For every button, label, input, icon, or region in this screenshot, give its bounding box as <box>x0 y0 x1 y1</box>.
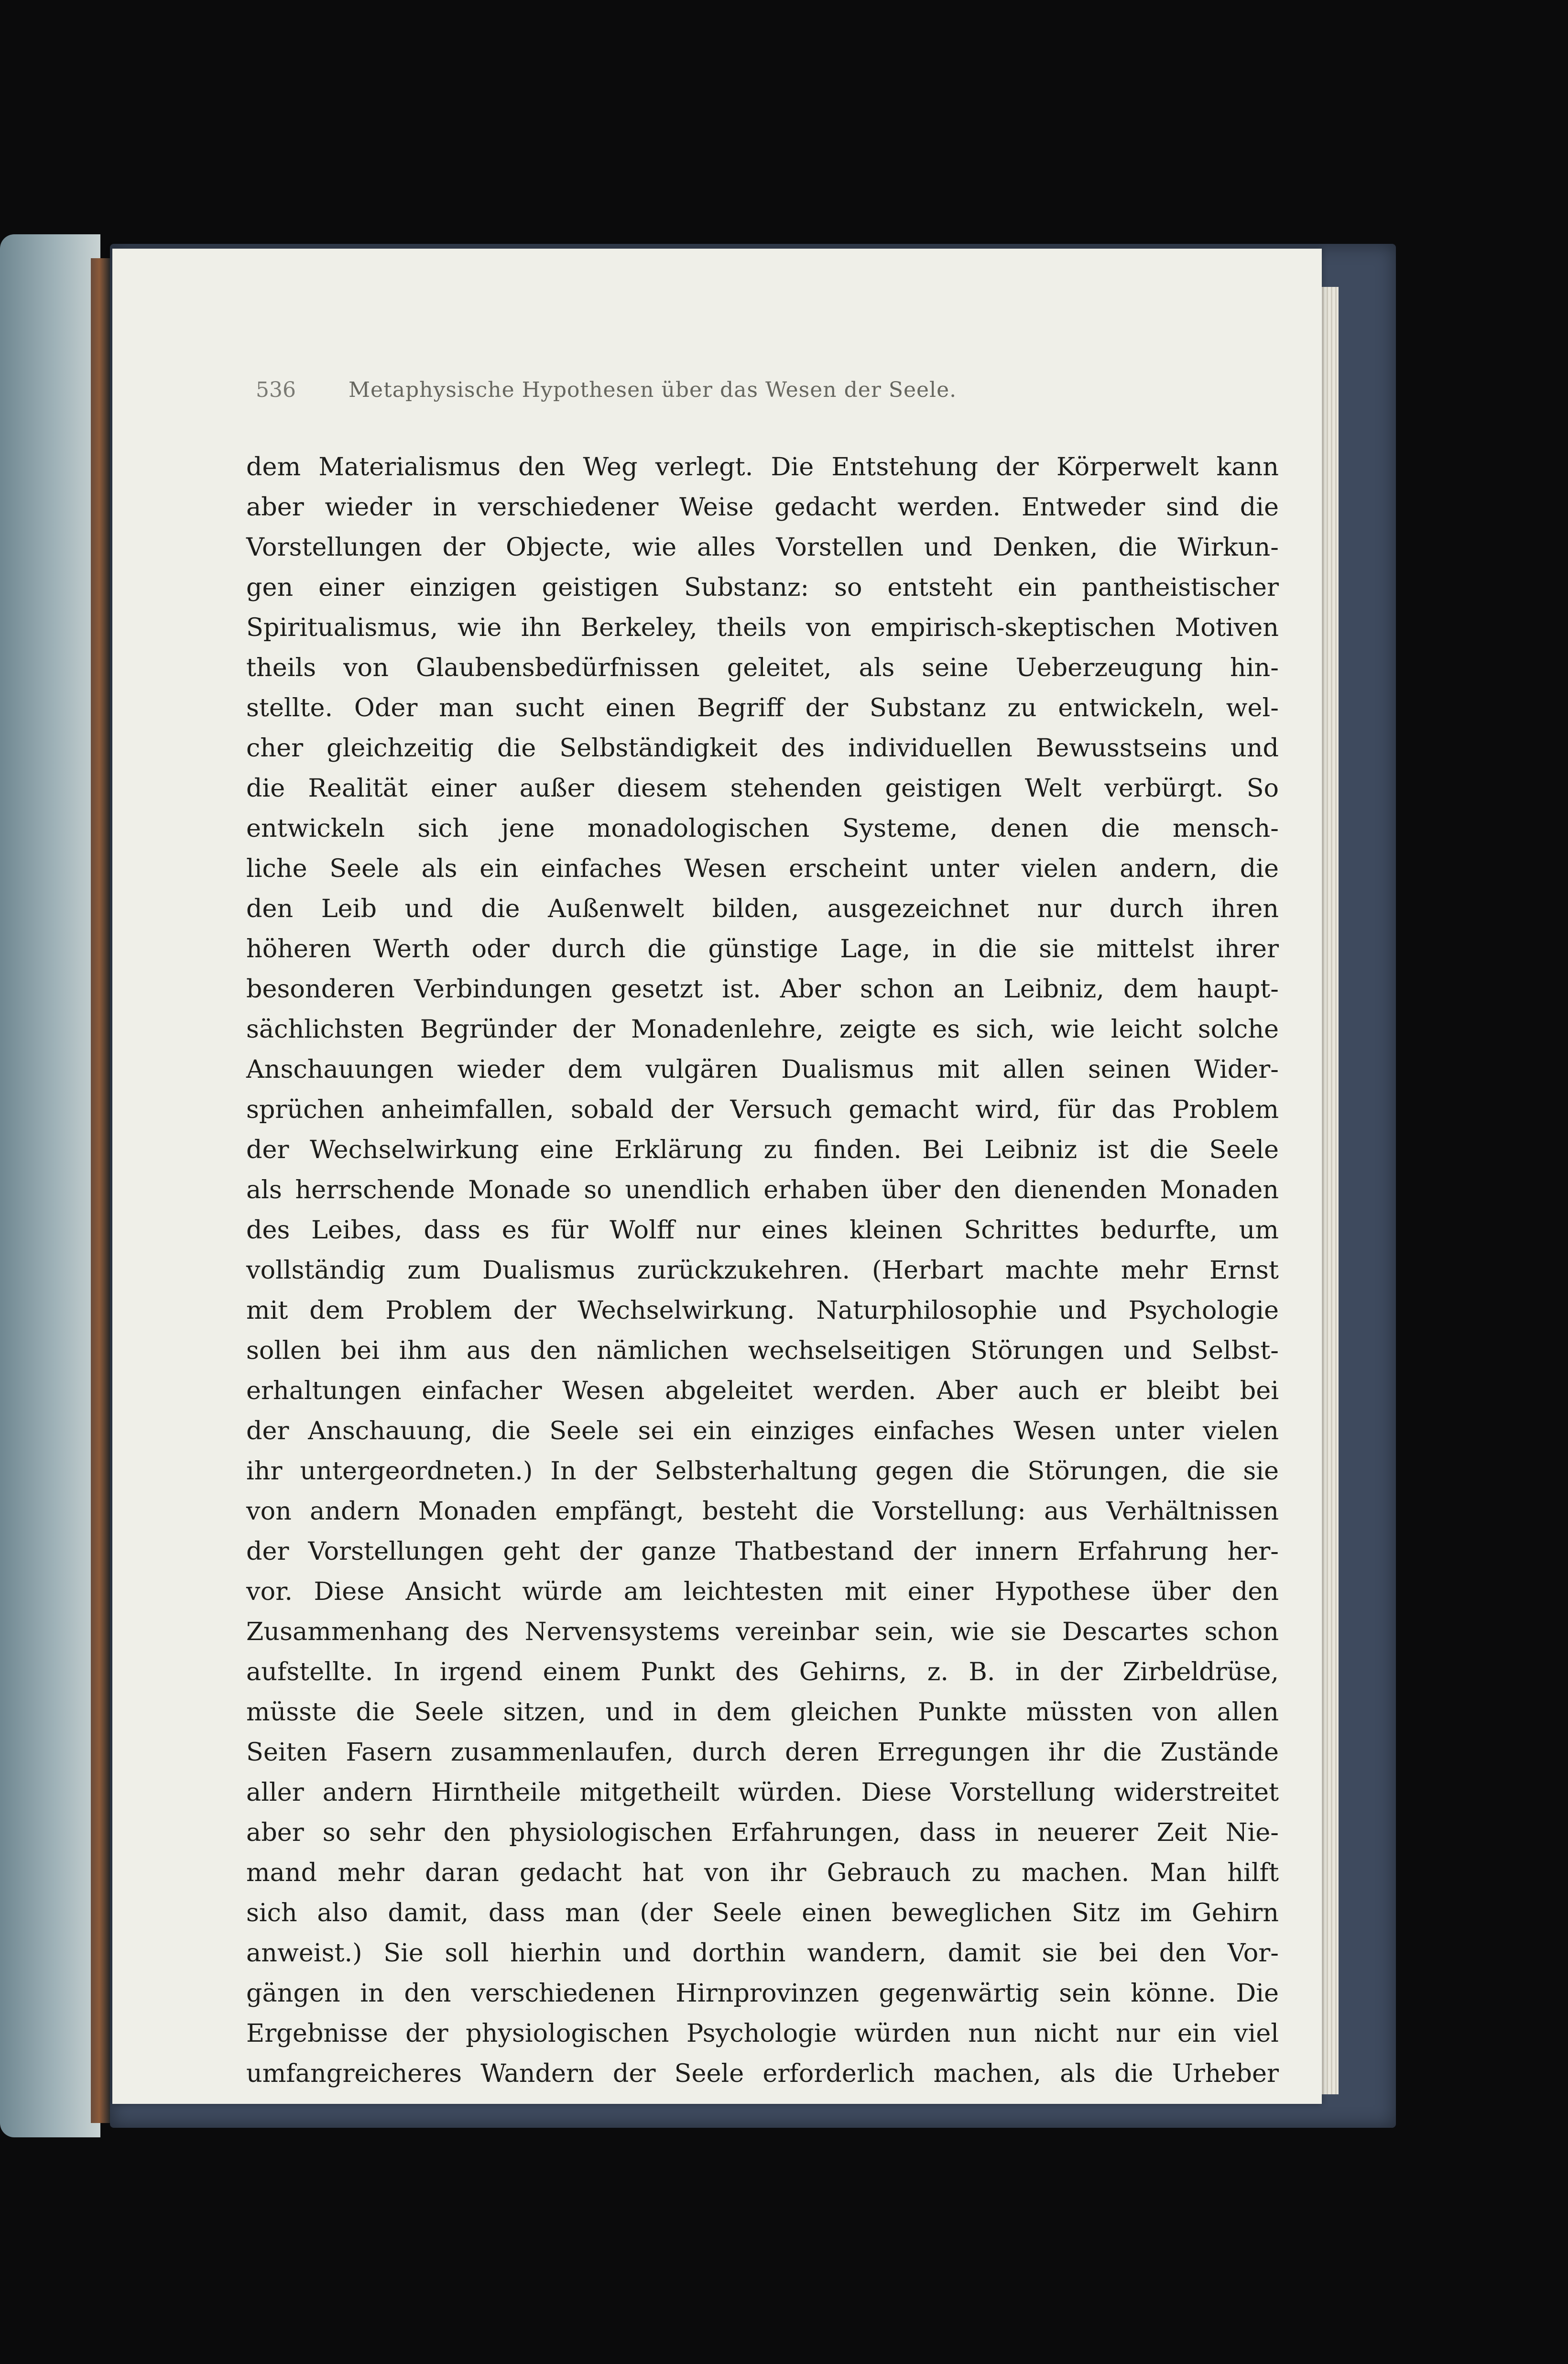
page-number: 536 <box>256 378 296 402</box>
text-line: besonderen Verbindungen gesetzt ist. Aber schon an Leibniz, dem haupt- <box>246 974 1279 1004</box>
text-line: vor. Diese Ansicht würde am leichtesten mit einer Hypothese über den <box>246 1577 1279 1606</box>
text-line: von andern Monaden empfängt, besteht die Vorstellung: aus Verhältnissen <box>246 1497 1279 1526</box>
text-line: gängen in den verschiedenen Hirnprovinzen gegenwärtig sein könne. Die <box>246 1979 1279 2008</box>
text-line: anweist.) Sie soll hierhin und dorthin wandern, damit sie bei den Vor- <box>246 1938 1279 1968</box>
text-line: Spiritualismus, wie ihn Berkeley, theils von empirisch-skeptischen Motiven <box>246 613 1279 642</box>
text-line: aufstellte. In irgend einem Punkt des Gehirns, z. B. in der Zirbeldrüse, <box>246 1657 1279 1686</box>
text-line: dem Materialismus den Weg verlegt. Die Entstehung der Körperwelt kann <box>246 452 1279 482</box>
running-head: Metaphysische Hypothesen über das Wesen der Seele. <box>348 378 957 402</box>
text-line: sächlichsten Begründer der Monadenlehre, zeigte es sich, wie leicht solche <box>246 1015 1279 1044</box>
text-line: Vorstellungen der Objecte, wie alles Vorstellen und Denken, die Wirkun- <box>246 533 1279 562</box>
text-line: Seiten Fasern zusammenlaufen, durch deren Erregungen ihr die Zustände <box>246 1738 1279 1767</box>
text-line: höheren Werth oder durch die günstige Lage, in die sie mittelst ihrer <box>246 934 1279 963</box>
text-line: mand mehr daran gedacht hat von ihr Gebrauch zu machen. Man hilft <box>246 1858 1279 1887</box>
text-line: stellte. Oder man sucht einen Begriff der Substanz zu entwickeln, wel- <box>246 693 1279 722</box>
text-line: der Wechselwirkung eine Erklärung zu finden. Bei Leibniz ist die Seele <box>246 1135 1279 1164</box>
text-line: theils von Glaubensbedürfnissen geleitet, als seine Ueberzeugung hin- <box>246 653 1279 682</box>
text-line: erhaltungen einfacher Wesen abgeleitet werden. Aber auch er bleibt bei <box>246 1376 1279 1405</box>
text-line: als herrschende Monade so unendlich erhaben über den dienenden Monaden <box>246 1175 1279 1204</box>
text-line: umfangreicheres Wandern der Seele erforderlich machen, als die Urheber <box>246 2059 1279 2088</box>
text-line: den Leib und die Außenwelt bilden, ausgezeichnet nur durch ihren <box>246 894 1279 923</box>
text-line: entwickeln sich jene monadologischen Systeme, denen die mensch- <box>246 814 1279 843</box>
book-page <box>112 249 1322 2104</box>
text-line: cher gleichzeitig die Selbständigkeit des individuellen Bewusstseins und <box>246 733 1279 763</box>
text-line: sollen bei ihm aus den nämlichen wechselseitigen Störungen und Selbst- <box>246 1336 1279 1365</box>
left-page-gutter <box>91 258 110 2123</box>
left-facing-page <box>0 234 100 2137</box>
text-line: Anschauungen wieder dem vulgären Dualismus mit allen seinen Wider- <box>246 1055 1279 1084</box>
text-line: der Vorstellungen geht der ganze Thatbestand der innern Erfahrung her- <box>246 1537 1279 1566</box>
text-line: des Leibes, dass es für Wolff nur eines kleinen Schrittes bedurfte, um <box>246 1215 1279 1245</box>
body-text <box>246 447 1279 2094</box>
text-line: der Anschauung, die Seele sei ein einziges einfaches Wesen unter vielen <box>246 1416 1279 1445</box>
text-line: sprüchen anheimfallen, sobald der Versuch gemacht wird, für das Problem <box>246 1095 1279 1124</box>
text-line: müsste die Seele sitzen, und in dem gleichen Punkte müssten von allen <box>246 1697 1279 1727</box>
text-line: aber so sehr den physiologischen Erfahrungen, dass in neuerer Zeit Nie- <box>246 1818 1279 1847</box>
text-line: Ergebnisse der physiologischen Psychologie würden nun nicht nur ein viel <box>246 2019 1279 2048</box>
text-line: aller andern Hirntheile mitgetheilt würden. Diese Vorstellung widerstreitet <box>246 1778 1279 1807</box>
text-line: Zusammenhang des Nervensystems vereinbar sein, wie sie Descartes schon <box>246 1617 1279 1646</box>
text-line: sich also damit, dass man (der Seele einen beweglichen Sitz im Gehirn <box>246 1898 1279 1927</box>
text-line: aber wieder in verschiedener Weise gedacht werden. Entweder sind die <box>246 492 1279 522</box>
text-line: gen einer einzigen geistigen Substanz: so entsteht ein pantheistischer <box>246 573 1279 602</box>
page-block-edge <box>1319 287 1339 2094</box>
page-header <box>256 378 1212 402</box>
text-line: vollständig zum Dualismus zurückzukehren. (Herbart machte mehr Ernst <box>246 1256 1279 1285</box>
text-line: mit dem Problem der Wechselwirkung. Naturphilosophie und Psychologie <box>246 1296 1279 1325</box>
text-line: ihr untergeordneten.) In der Selbsterhaltung gegen die Störungen, die sie <box>246 1456 1279 1486</box>
text-line: die Realität einer außer diesem stehenden geistigen Welt verbürgt. So <box>246 774 1279 803</box>
text-line: liche Seele als ein einfaches Wesen erscheint unter vielen andern, die <box>246 854 1279 883</box>
